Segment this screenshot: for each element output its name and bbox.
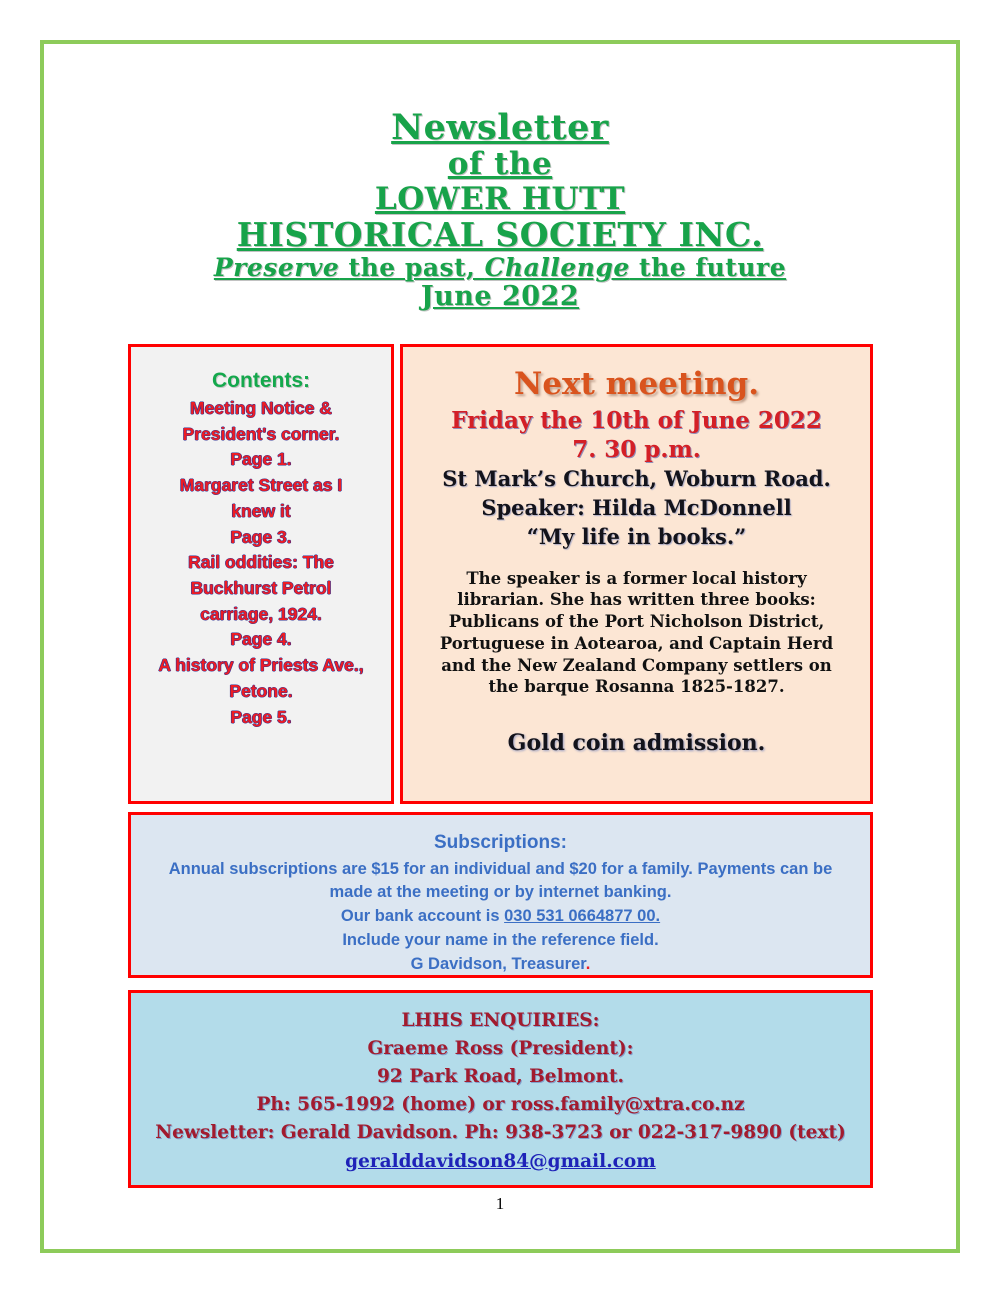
contents-item: carriage, 1924. <box>200 603 322 624</box>
contents-item: Petone. <box>229 680 293 701</box>
contents-item: President's corner. <box>182 423 340 444</box>
tagline-word-challenge: Challenge <box>484 252 630 282</box>
contents-item: knew it <box>231 500 291 521</box>
contents-item: Buckhurst Petrol <box>190 578 332 599</box>
contents-item: Page 5. <box>230 706 292 727</box>
contents-item: Page 3. <box>230 526 292 547</box>
enquiries-title: LHHS ENQUIRIES: <box>401 1010 600 1031</box>
masthead-line-lowerhutt: LOWER HUTT <box>374 180 626 217</box>
masthead-issue-date: June 2022 <box>420 280 580 312</box>
enquiries-president: Graeme Ross (President): <box>367 1038 634 1060</box>
masthead <box>100 108 900 312</box>
tagline-mid-2: the future <box>629 252 787 282</box>
tagline-mid-1: the past, <box>339 252 485 282</box>
subscriptions-bank-line <box>147 905 854 929</box>
page-number: 1 <box>495 1194 505 1213</box>
bank-account-number: 030 531 0664877 00. <box>504 907 661 926</box>
enquiries-box <box>128 990 873 1188</box>
meeting-speaker: Speaker: Hilda McDonnell <box>481 494 792 520</box>
subscriptions-line-1: Annual subscriptions are $15 for an individual and $20 for a family. Payments can be <box>168 859 833 878</box>
bank-line-prefix: Our bank account is <box>340 907 505 926</box>
tagline-word-preserve: Preserve <box>213 252 340 282</box>
enquiries-phone-email: Ph: 565-1992 (home) or ross.family@xtra.co.nz <box>256 1094 745 1116</box>
contents-title: Contents: <box>212 369 310 392</box>
contents-item: Page 4. <box>230 629 292 650</box>
next-meeting-title: Next meeting. <box>513 366 759 402</box>
meeting-venue: St Mark’s Church, Woburn Road. <box>442 465 831 491</box>
subscriptions-signoff <box>147 953 854 977</box>
meeting-admission: Gold coin admission. <box>507 730 766 757</box>
meeting-time: 7. 30 p.m. <box>572 436 701 464</box>
contents-item: Page 1. <box>230 449 292 470</box>
contents-item: Rail oddities: The <box>188 552 334 573</box>
next-meeting-box <box>400 344 873 804</box>
contents-item: Margaret Street as I <box>179 475 343 496</box>
top-row <box>128 344 873 804</box>
subscriptions-box <box>128 812 873 978</box>
treasurer-name: G Davidson, Treasurer <box>410 955 586 974</box>
enquiries-email-link[interactable]: geralddavidson84@gmail.com <box>345 1150 656 1172</box>
meeting-topic: “My life in books.” <box>526 523 747 549</box>
subscriptions-line-4: Include your name in the reference field. <box>342 931 659 950</box>
subscriptions-line-2: made at the meeting or by internet banking. <box>329 883 672 902</box>
contents-box <box>128 344 394 804</box>
enquiries-newsletter-contact: Newsletter: Gerald Davidson. Ph: 938-3723 or 022-317-9890 (text) <box>155 1122 846 1144</box>
contents-item: A history of Priests Ave., <box>158 655 364 676</box>
meeting-description: The speaker is a former local history librarian. She has written three books: Publicans of the Port Nicholson District, Portuguese in Aotearoa, and Captain Herd and the New Zealand Company settlers on the barque Rosanna 1825-1827. <box>439 568 834 697</box>
meeting-date: Friday the 10th of June 2022 <box>451 406 822 434</box>
enquiries-address: 92 Park Road, Belmont. <box>377 1066 624 1088</box>
masthead-line-newsletter: Newsletter <box>391 107 609 148</box>
contents-item: Meeting Notice & <box>190 398 332 418</box>
subscriptions-title: Subscriptions: <box>433 832 567 853</box>
masthead-line-ofthe: of the <box>447 146 553 183</box>
masthead-tagline <box>100 254 900 282</box>
masthead-line-society: HISTORICAL SOCIETY INC. <box>236 214 764 254</box>
treasurer-period: . <box>585 955 591 974</box>
